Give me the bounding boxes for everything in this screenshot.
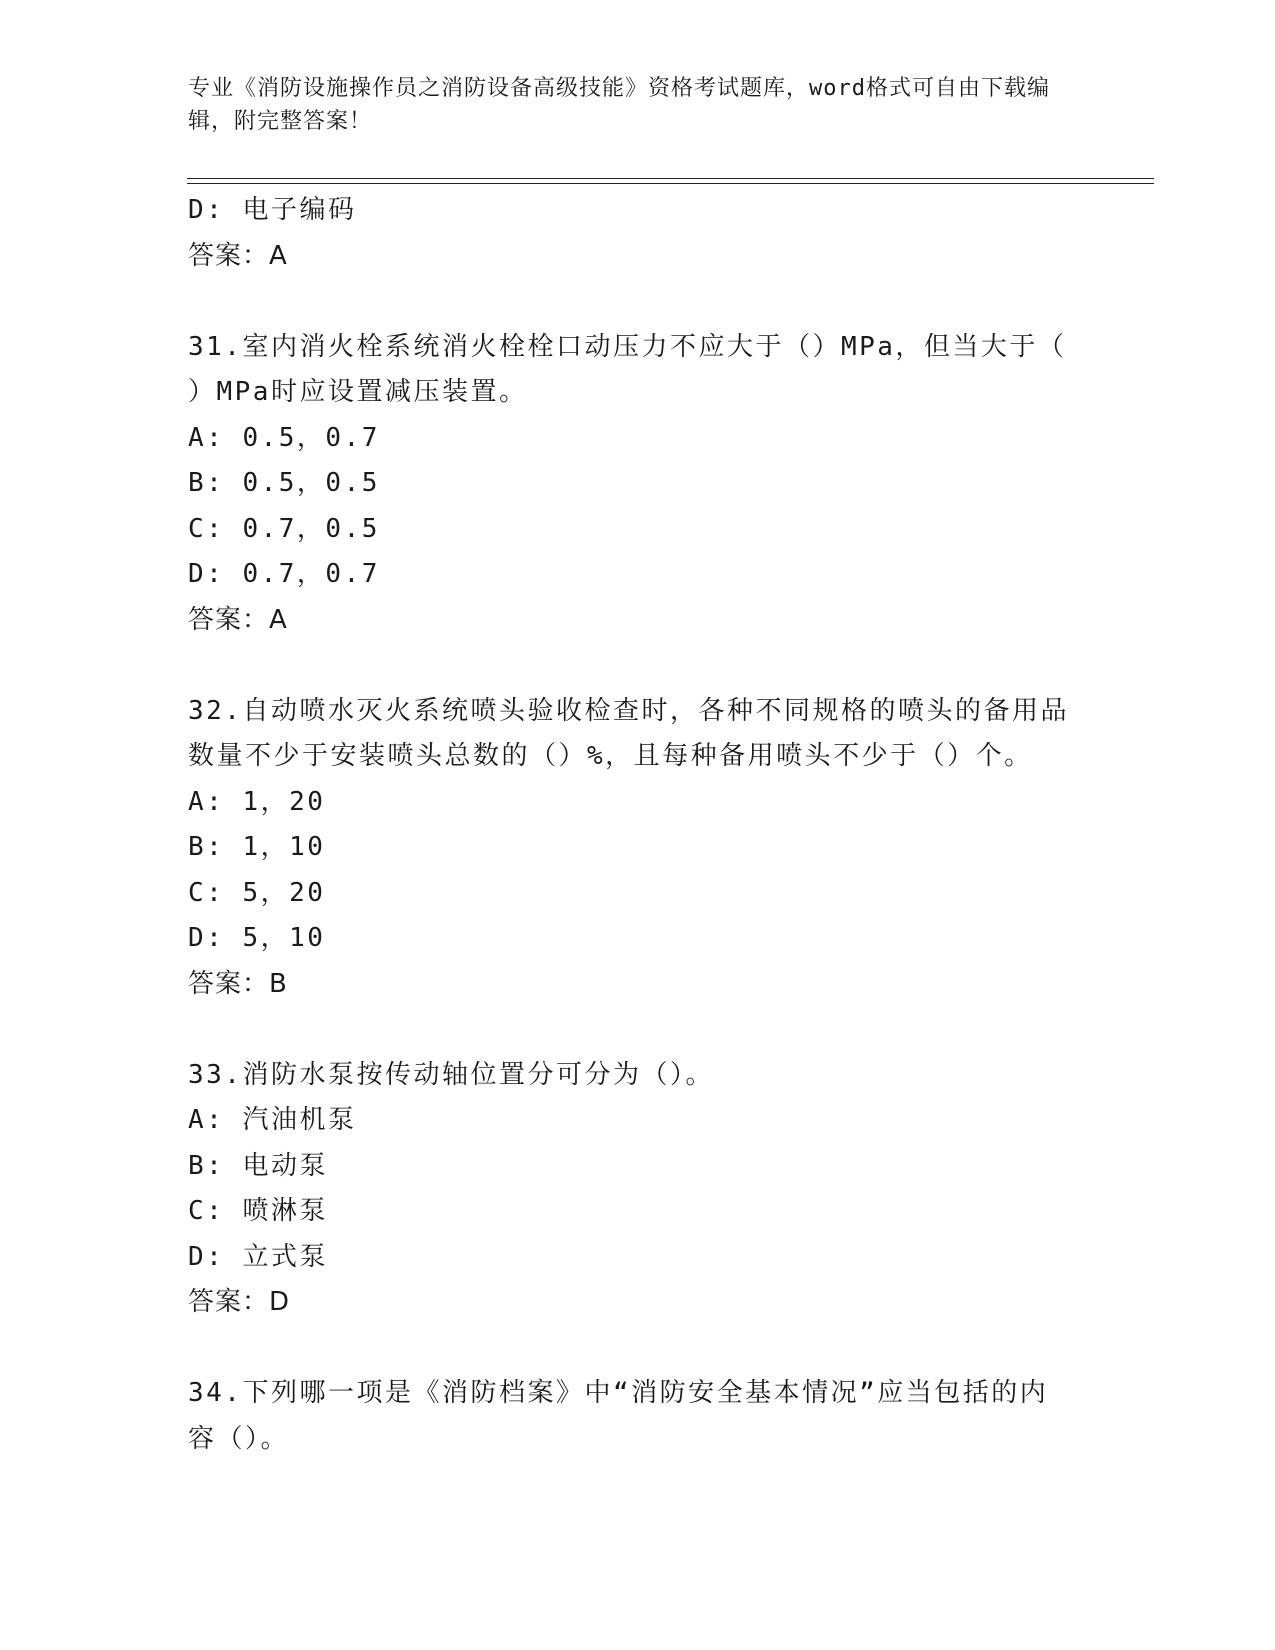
header-rule-top — [187, 178, 1154, 179]
option-b: B: 1，10 — [188, 832, 326, 862]
option-d: D: 0.7，0.7 — [188, 559, 380, 589]
question-text: 32.自动喷水灭火系统喷头验收检查时，各种不同规格的喷头的备用品 — [188, 695, 1069, 726]
question-text-cont: ）MPa时应设置减压装置。 — [188, 377, 528, 407]
option-c: C: 0.7，0.5 — [188, 513, 380, 544]
header-rule-bottom — [187, 183, 1154, 184]
question-33 — [188, 1053, 1088, 1326]
option-b: B: 电动泵 — [188, 1150, 328, 1181]
question-32 — [188, 689, 1088, 1008]
option-b: B: 0.5，0.5 — [188, 468, 380, 498]
document-header-note: 专业《消防设施操作员之消防设备高级技能》资格考试题库，word格式可自由下载编辑，附完整答案！ — [188, 76, 1050, 134]
question-text: 34.下列哪一项是《消防档案》中“消防安全基本情况”应当包括的内 — [188, 1378, 1049, 1408]
answer-line: 答案：A — [188, 240, 288, 271]
question-text-cont: 数量不少于安装喷头总数的（）%，且每种备用喷头不少于（）个。 — [188, 741, 1033, 771]
option-a: A: 汽油机泵 — [188, 1105, 357, 1135]
answer-line: 答案：B — [188, 968, 288, 999]
question-text-cont: 容（）。 — [188, 1423, 290, 1454]
question-text: 31.室内消火栓系统消火栓栓口动压力不应大于（）MPa，但当大于（ — [188, 331, 1067, 362]
answer-line: 答案：A — [188, 604, 288, 635]
option-d: D: 5，10 — [188, 923, 326, 953]
question-31 — [188, 325, 1088, 644]
option-a: A: 0.5，0.7 — [188, 422, 380, 453]
answer-line: 答案：D — [188, 1287, 291, 1317]
question-34 — [188, 1371, 1088, 1462]
question-list — [188, 188, 1088, 1462]
option-c: C: 5，20 — [188, 877, 326, 908]
option-c: C: 喷淋泵 — [188, 1196, 328, 1226]
question-text: 33.消防水泵按传动轴位置分可分为（）。 — [188, 1059, 714, 1090]
option-d: D: 立式泵 — [188, 1241, 328, 1272]
option-d: D: 电子编码 — [188, 195, 357, 225]
option-a: A: 1，20 — [188, 786, 326, 817]
